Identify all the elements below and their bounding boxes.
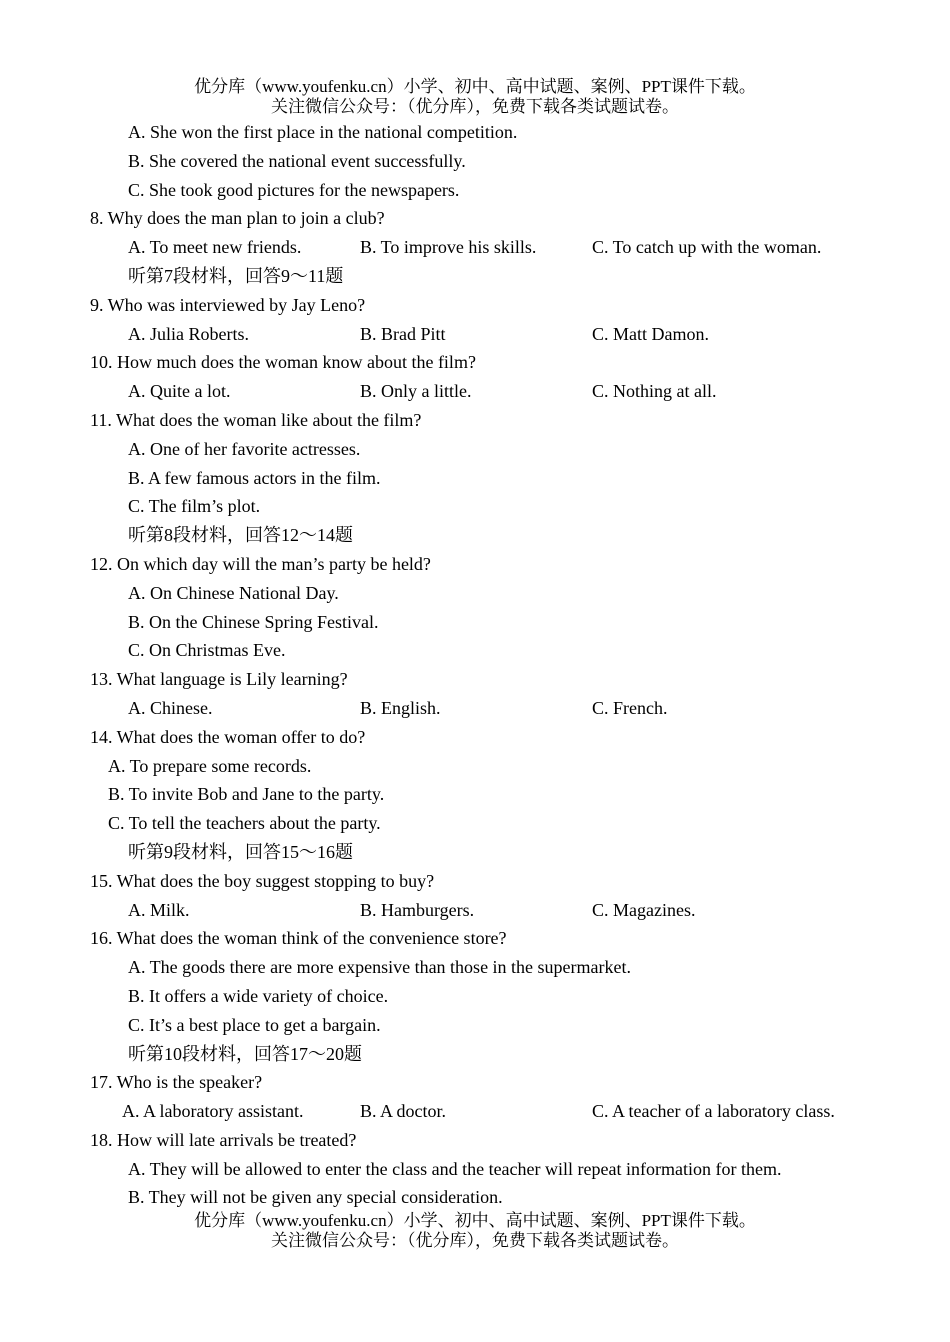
q11-option-b: B. A few famous actors in the film. [128,467,381,488]
q13-option-b: B. English. [360,697,441,718]
q12-option-a: A. On Chinese National Day. [128,582,339,603]
q9-options [0,320,950,349]
q15-option-a: A. Milk. [128,899,190,920]
q18-question: 18. How will late arrivals be treated? [90,1129,357,1150]
q9-question: 9. Who was interviewed by Jay Leno? [90,294,366,315]
q16-option-c: C. It’s a best place to get a bargain. [128,1014,381,1035]
q11-option-a: A. One of her favorite actresses. [128,438,361,459]
q17-option-a: A. A laboratory assistant. [122,1101,304,1122]
q13-option-a: A. Chinese. [128,697,213,718]
q18-option-a: A. They will be allowed to enter the class and the teacher will repeat information for them. [128,1158,782,1179]
q8-option-a: A. To meet new friends. [128,237,302,258]
q13-option-c: C. French. [592,697,668,718]
section-8-heading: 听第8段材料，回答12～14题 [128,525,353,546]
q17-option-c: C. A teacher of a laboratory class. [592,1101,835,1122]
header-line-1: 优分库（www.youfenku.cn）小学、初中、高中试题、案例、PPT课件下载。 [194,77,756,96]
q17-question: 17. Who is the speaker? [90,1072,263,1093]
q16-option-b: B. It offers a wide variety of choice. [128,985,389,1006]
q15-question: 15. What does the boy suggest stopping to buy? [90,870,435,891]
q12-question: 12. On which day will the man’s party be held? [90,553,431,574]
q9-option-b: B. Brad Pitt [360,323,446,344]
q13-options [0,694,950,723]
section-7-heading: 听第7段材料，回答9～11题 [128,265,344,286]
footer-line-2: 关注微信公众号：（优分库），免费下载各类试题试卷。 [271,1231,679,1250]
q8-question: 8. Why does the man plan to join a club? [90,208,385,229]
q18-option-b: B. They will not be given any special consideration. [128,1187,503,1208]
section-10-heading: 听第10段材料，回答17～20题 [128,1043,362,1064]
q14-option-c: C. To tell the teachers about the party. [108,813,381,834]
exam-content [0,118,950,1212]
q15-option-c: C. Magazines. [592,899,696,920]
page-header [0,77,950,117]
q11-option-c: C. The film’s plot. [128,496,261,517]
q15-option-b: B. Hamburgers. [360,899,475,920]
q7-option-b: B. She covered the national event successfully. [128,150,466,171]
page-footer [0,1211,950,1251]
q12-option-c: C. On Christmas Eve. [128,640,286,661]
footer-line-1: 优分库（www.youfenku.cn）小学、初中、高中试题、案例、PPT课件下载。 [194,1211,756,1230]
q8-option-c: C. To catch up with the woman. [592,237,822,258]
q15-options [0,896,950,925]
q14-option-a: A. To prepare some records. [108,755,312,776]
q17-options [0,1097,950,1126]
q12-option-b: B. On the Chinese Spring Festival. [128,611,379,632]
q14-question: 14. What does the woman offer to do? [90,726,366,747]
q8-options [0,233,950,262]
section-9-heading: 听第9段材料，回答15～16题 [128,841,353,862]
q10-option-c: C. Nothing at all. [592,381,717,402]
q10-options [0,377,950,406]
q17-option-b: B. A doctor. [360,1101,447,1122]
q13-question: 13. What language is Lily learning? [90,669,348,690]
q16-option-a: A. The goods there are more expensive than those in the supermarket. [128,957,632,978]
q10-question: 10. How much does the woman know about the film? [90,352,476,373]
q10-option-a: A. Quite a lot. [128,381,231,402]
q14-option-b: B. To invite Bob and Jane to the party. [108,784,385,805]
q8-option-b: B. To improve his skills. [360,237,537,258]
q7-option-a: A. She won the first place in the national competition. [128,122,518,142]
q11-question: 11. What does the woman like about the film? [90,409,422,430]
q9-option-a: A. Julia Roberts. [128,323,249,344]
q16-question: 16. What does the woman think of the convenience store? [90,928,507,949]
q9-option-c: C. Matt Damon. [592,323,709,344]
q7-option-c: C. She took good pictures for the newspapers. [128,179,460,200]
q10-option-b: B. Only a little. [360,381,472,402]
header-line-2: 关注微信公众号：（优分库），免费下载各类试题试卷。 [271,97,679,116]
